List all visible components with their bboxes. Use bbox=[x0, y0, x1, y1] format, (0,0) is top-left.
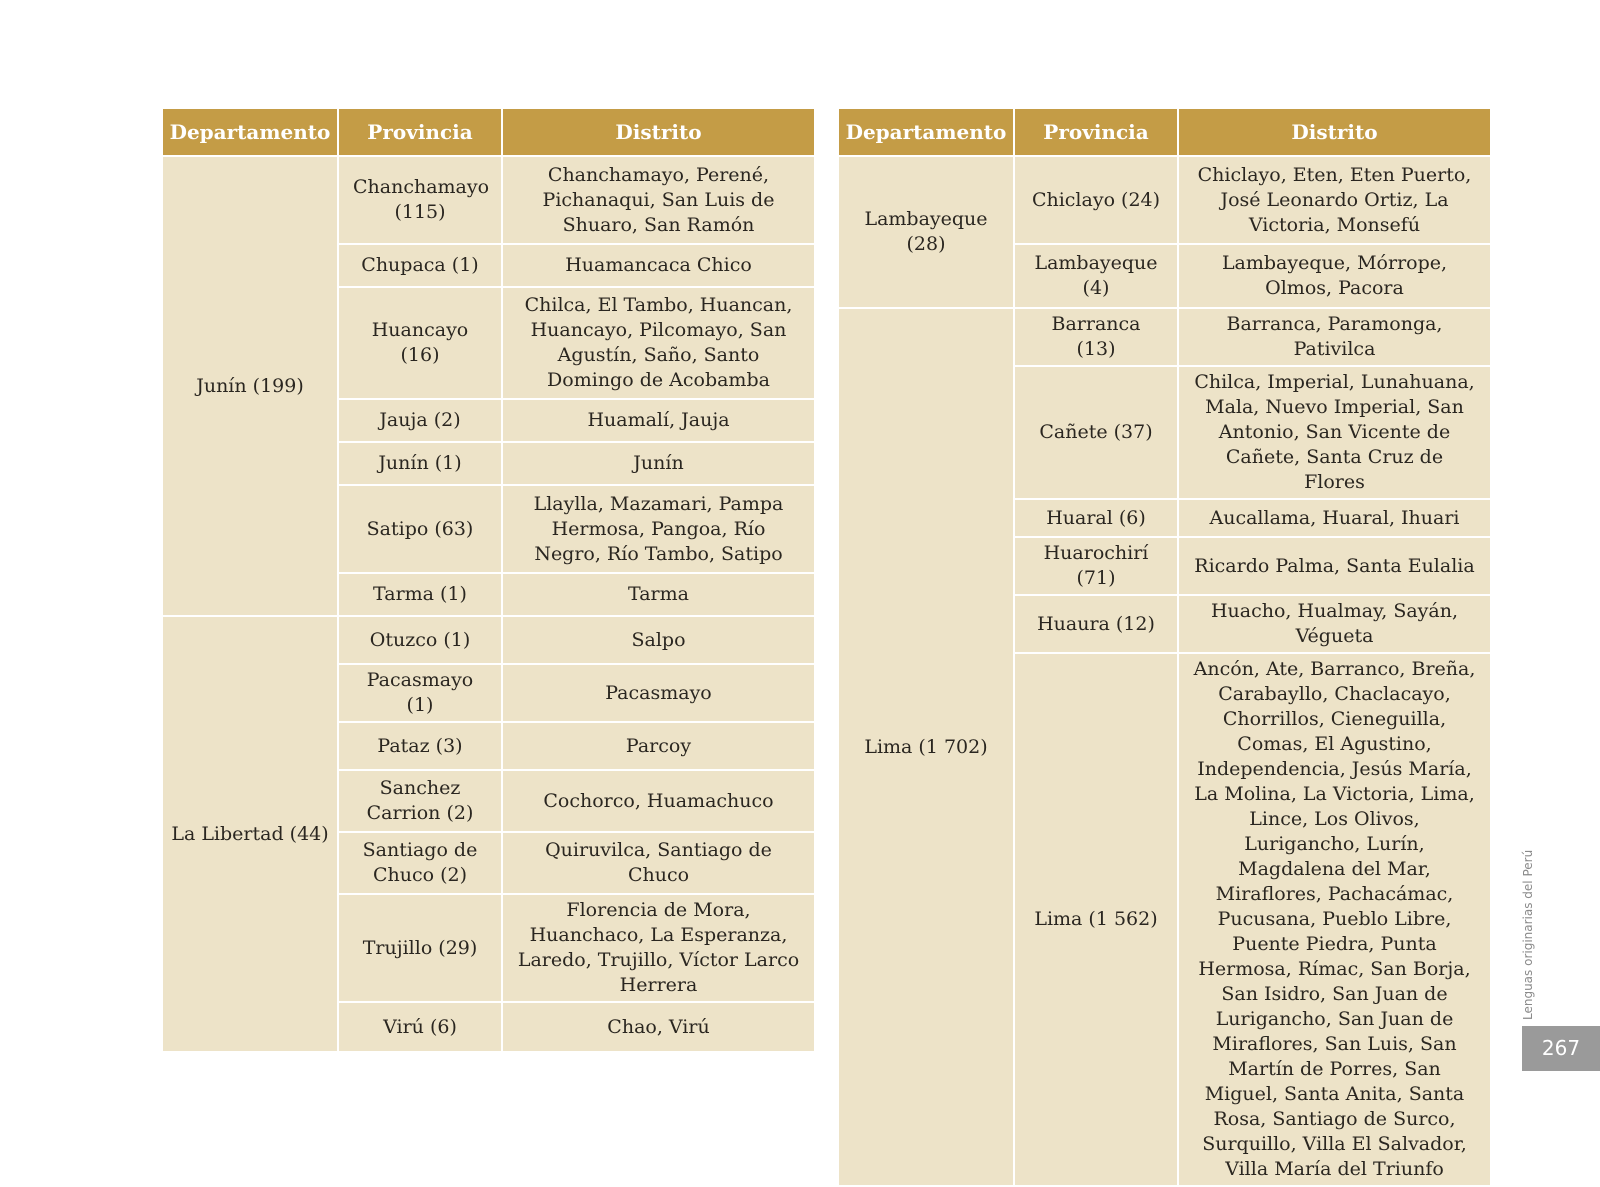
distrito-cell: Salpo bbox=[502, 616, 814, 664]
distrito-cell: Florencia de Mora, Huanchaco, La Esperanza, Laredo, Trujillo, Víctor Larco Herrera bbox=[502, 894, 814, 1002]
distrito-cell: Parcoy bbox=[502, 722, 814, 770]
header-departamento: Departamento bbox=[839, 109, 1014, 156]
distrito-cell: Chilca, Imperial, Lunahuana, Mala, Nuevo Imperial, San Antonio, San Vicente de Cañete, Santa Cruz de Flores bbox=[1178, 366, 1490, 499]
provincia-cell: Chanchamayo (115) bbox=[338, 156, 502, 244]
provincia-cell: Trujillo (29) bbox=[338, 894, 502, 1002]
provincia-cell: Lima (1 562) bbox=[1014, 653, 1178, 1186]
departamento-cell: La Libertad (44) bbox=[163, 616, 338, 1052]
provincia-cell: Santiago de Chuco (2) bbox=[338, 832, 502, 894]
departamento-cell: Lambayeque (28) bbox=[839, 156, 1014, 308]
table-row bbox=[839, 308, 1490, 366]
provincia-cell: Huarochirí (71) bbox=[1014, 537, 1178, 595]
table-row bbox=[163, 156, 814, 244]
distrito-cell: Ricardo Palma, Santa Eulalia bbox=[1178, 537, 1490, 595]
distrito-cell: Huamalí, Jauja bbox=[502, 399, 814, 442]
book-title: Lenguas originarias del Perú bbox=[1521, 849, 1535, 1020]
provincia-cell: Barranca (13) bbox=[1014, 308, 1178, 366]
provincia-cell: Pacasmayo (1) bbox=[338, 664, 502, 722]
distrito-cell: Llaylla, Mazamari, Pampa Hermosa, Pangoa, Río Negro, Río Tambo, Satipo bbox=[502, 485, 814, 573]
header-row bbox=[163, 109, 814, 156]
provincia-cell: Chiclayo (24) bbox=[1014, 156, 1178, 244]
distrito-cell: Junín bbox=[502, 442, 814, 485]
provincia-cell: Satipo (63) bbox=[338, 485, 502, 573]
provincia-cell: Jauja (2) bbox=[338, 399, 502, 442]
header-provincia: Provincia bbox=[1014, 109, 1178, 156]
provincia-cell: Chupaca (1) bbox=[338, 244, 502, 287]
distrito-cell: Quiruvilca, Santiago de Chuco bbox=[502, 832, 814, 894]
departamento-cell: Lima (1 702) bbox=[839, 308, 1014, 1186]
distrito-cell: Lambayeque, Mórrope, Olmos, Pacora bbox=[1178, 244, 1490, 308]
provincia-cell: Cañete (37) bbox=[1014, 366, 1178, 499]
provincia-cell: Otuzco (1) bbox=[338, 616, 502, 664]
distrito-cell: Aucallama, Huaral, Ihuari bbox=[1178, 499, 1490, 537]
distrito-cell: Chilca, El Tambo, Huancan, Huancayo, Pilcomayo, San Agustín, Saño, Santo Domingo de Acobamba bbox=[502, 287, 814, 399]
distrito-cell: Cochorco, Huamachuco bbox=[502, 770, 814, 832]
header-distrito: Distrito bbox=[502, 109, 814, 156]
distrito-cell: Chiclayo, Eten, Eten Puerto, José Leonardo Ortiz, La Victoria, Monsefú bbox=[1178, 156, 1490, 244]
left-table bbox=[163, 109, 814, 1053]
provincia-cell: Virú (6) bbox=[338, 1002, 502, 1052]
header-provincia: Provincia bbox=[338, 109, 502, 156]
distrito-cell: Pacasmayo bbox=[502, 664, 814, 722]
distrito-cell: Ancón, Ate, Barranco, Breña, Carabayllo, Chaclacayo, Chorrillos, Cieneguilla, Comas, El Agustino, Independencia, Jesús María, La Molina, La Victoria, Lima, Lince, Los Olivos, Lurigancho, Lurín, Magdalena del Mar, Miraflores, Pachacámac, Pucusana, Pueblo Libre, Puente Piedra, Punta Hermosa, Rímac, San Borja, San Isidro, San Juan de Lurigancho, San Juan de Miraflores, San Luis, San Martín de Porres, San Miguel, Santa Anita, Santa Rosa, Santiago de Surco, Surquillo, Villa El Salvador, Villa María del Triunfo bbox=[1178, 653, 1490, 1186]
distrito-cell: Barranca, Paramonga, Pativilca bbox=[1178, 308, 1490, 366]
distrito-cell: Chao, Virú bbox=[502, 1002, 814, 1052]
table-row bbox=[839, 156, 1490, 244]
provincia-cell: Pataz (3) bbox=[338, 722, 502, 770]
header-distrito: Distrito bbox=[1178, 109, 1490, 156]
departamento-cell: Junín (199) bbox=[163, 156, 338, 616]
page-number: 267 bbox=[1522, 1026, 1600, 1071]
right-table bbox=[839, 109, 1490, 1187]
provincia-cell: Huaral (6) bbox=[1014, 499, 1178, 537]
distrito-cell: Huamancaca Chico bbox=[502, 244, 814, 287]
distrito-cell: Chanchamayo, Perené, Pichanaqui, San Luis de Shuaro, San Ramón bbox=[502, 156, 814, 244]
provincia-cell: Lambayeque (4) bbox=[1014, 244, 1178, 308]
header-row bbox=[839, 109, 1490, 156]
distrito-cell: Tarma bbox=[502, 573, 814, 616]
provincia-cell: Huancayo (16) bbox=[338, 287, 502, 399]
provincia-cell: Junín (1) bbox=[338, 442, 502, 485]
provincia-cell: Huaura (12) bbox=[1014, 595, 1178, 653]
provincia-cell: Tarma (1) bbox=[338, 573, 502, 616]
header-departamento: Departamento bbox=[163, 109, 338, 156]
table-row bbox=[163, 616, 814, 664]
distrito-cell: Huacho, Hualmay, Sayán, Végueta bbox=[1178, 595, 1490, 653]
provincia-cell: Sanchez Carrion (2) bbox=[338, 770, 502, 832]
